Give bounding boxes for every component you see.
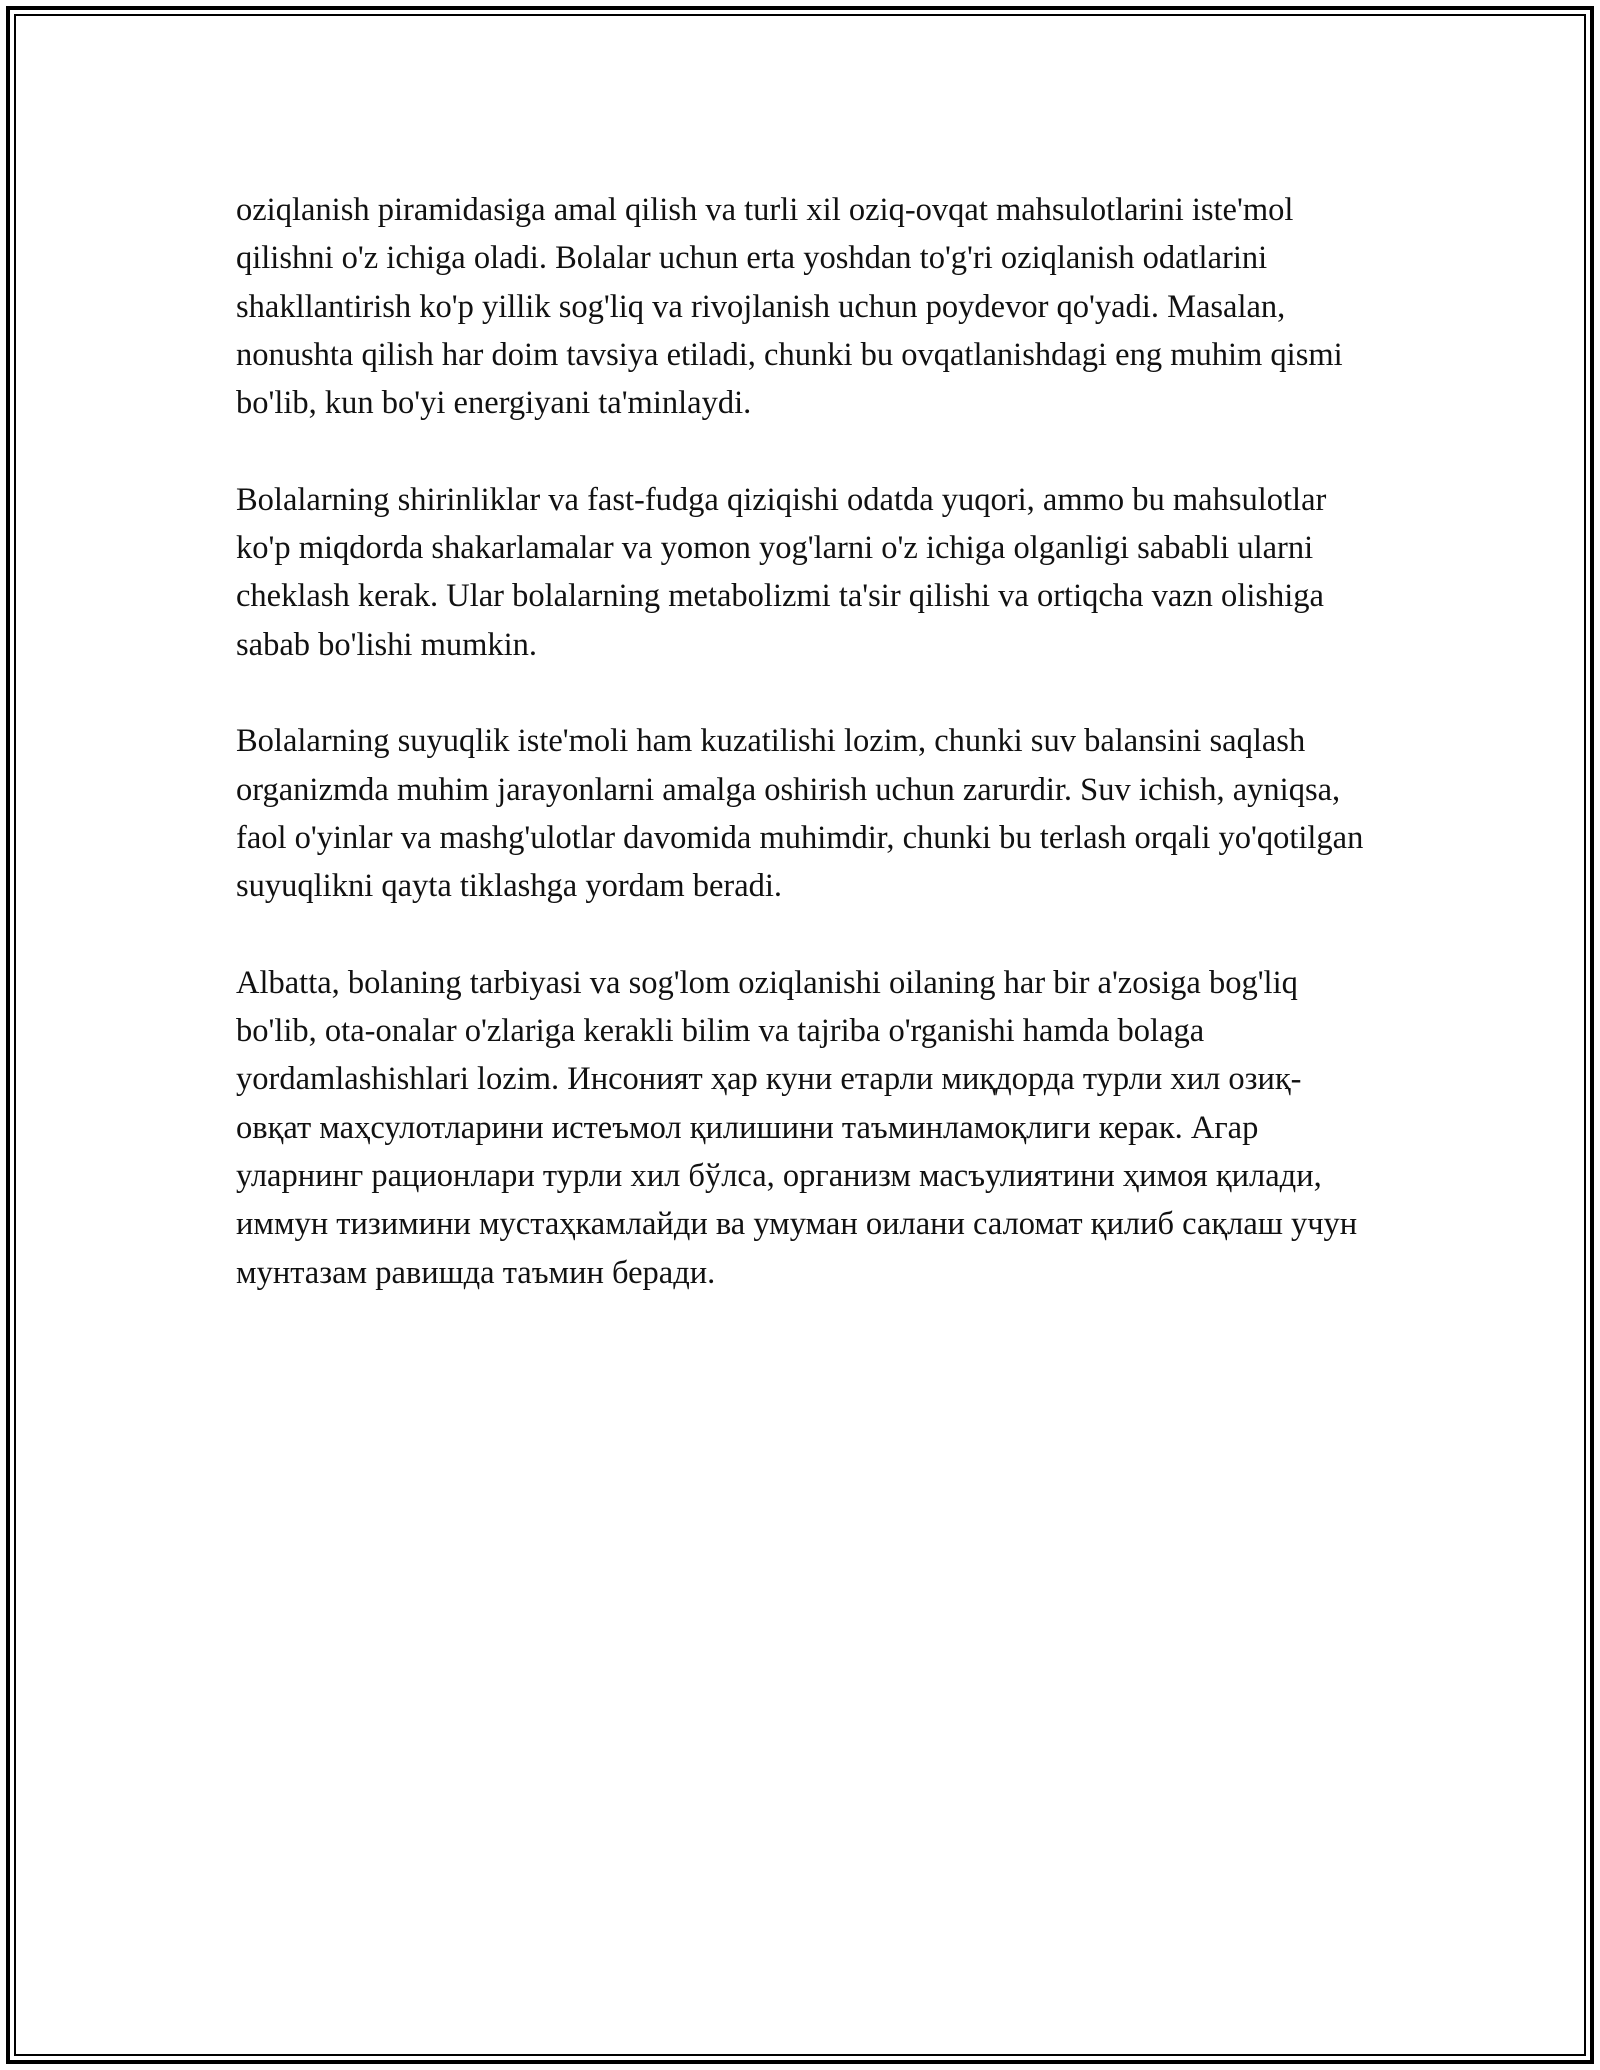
document-body	[236, 186, 1376, 1345]
paragraph-4: Albatta, bolaning tarbiyasi va sog'lom oziqlanishi oilaning har bir a'zosiga bog'liq bo'lib, ota-onalar o'zlariga kerakli bilim va tajriba o'rganishi hamda bolaga yordamlashishlari lozim. Инсоният ҳар куни етарли миқдорда турли хил озиқ-овқат маҳсулотларини истеъмол қилишини таъминламоқлиги керак. Агар уларнинг рационлари турли хил бўлса, организм масъулиятини ҳимоя қилади, иммун тизимини мустаҳкамлайди ва умуман оилани саломат қилиб сақлаш учун мунтазам равишда таъмин беради.	[236, 964, 1358, 1291]
paragraph-2: Bolalarning shirinliklar va fast-fudga qiziqishi odatda yuqori, ammo bu mahsulotlar ko'p miqdorda shakarlamalar va yomon yog'larni o'z ichiga olganligi sababli ularni cheklash kerak. Ular bolalarning metabolizmi ta'sir qilishi va ortiqcha vazn olishiga sabab bo'lishi mumkin.	[236, 481, 1327, 663]
paragraph-3: Bolalarning suyuqlik iste'moli ham kuzatilishi lozim, chunki suv balansini saqlash organizmda muhim jarayonlarni amalga oshirish uchun zarurdir. Suv ichish, ayniqsa, faol o'yinlar va mashg'ulotlar davomida muhimdir, chunki bu terlash orqali yo'qotilgan suyuqlikni qayta tiklashga yordam beradi.	[236, 723, 1364, 905]
paragraph-1: oziqlanish piramidasiga amal qilish va turli xil oziq-ovqat mahsulotlarini iste'mol qilishni o'z ichiga oladi. Bolalar uchun erta yoshdan to'g'ri oziqlanish odatlarini shakllantirish ko'p yillik sog'liq va rivojlanish uchun poydevor qo'yadi. Masalan, nonushta qilish har doim tavsiya etiladi, chunki bu ovqatlanishdagi eng muhim qismi bo'lib, kun bo'yi energiyani ta'minlaydi.	[236, 192, 1343, 422]
